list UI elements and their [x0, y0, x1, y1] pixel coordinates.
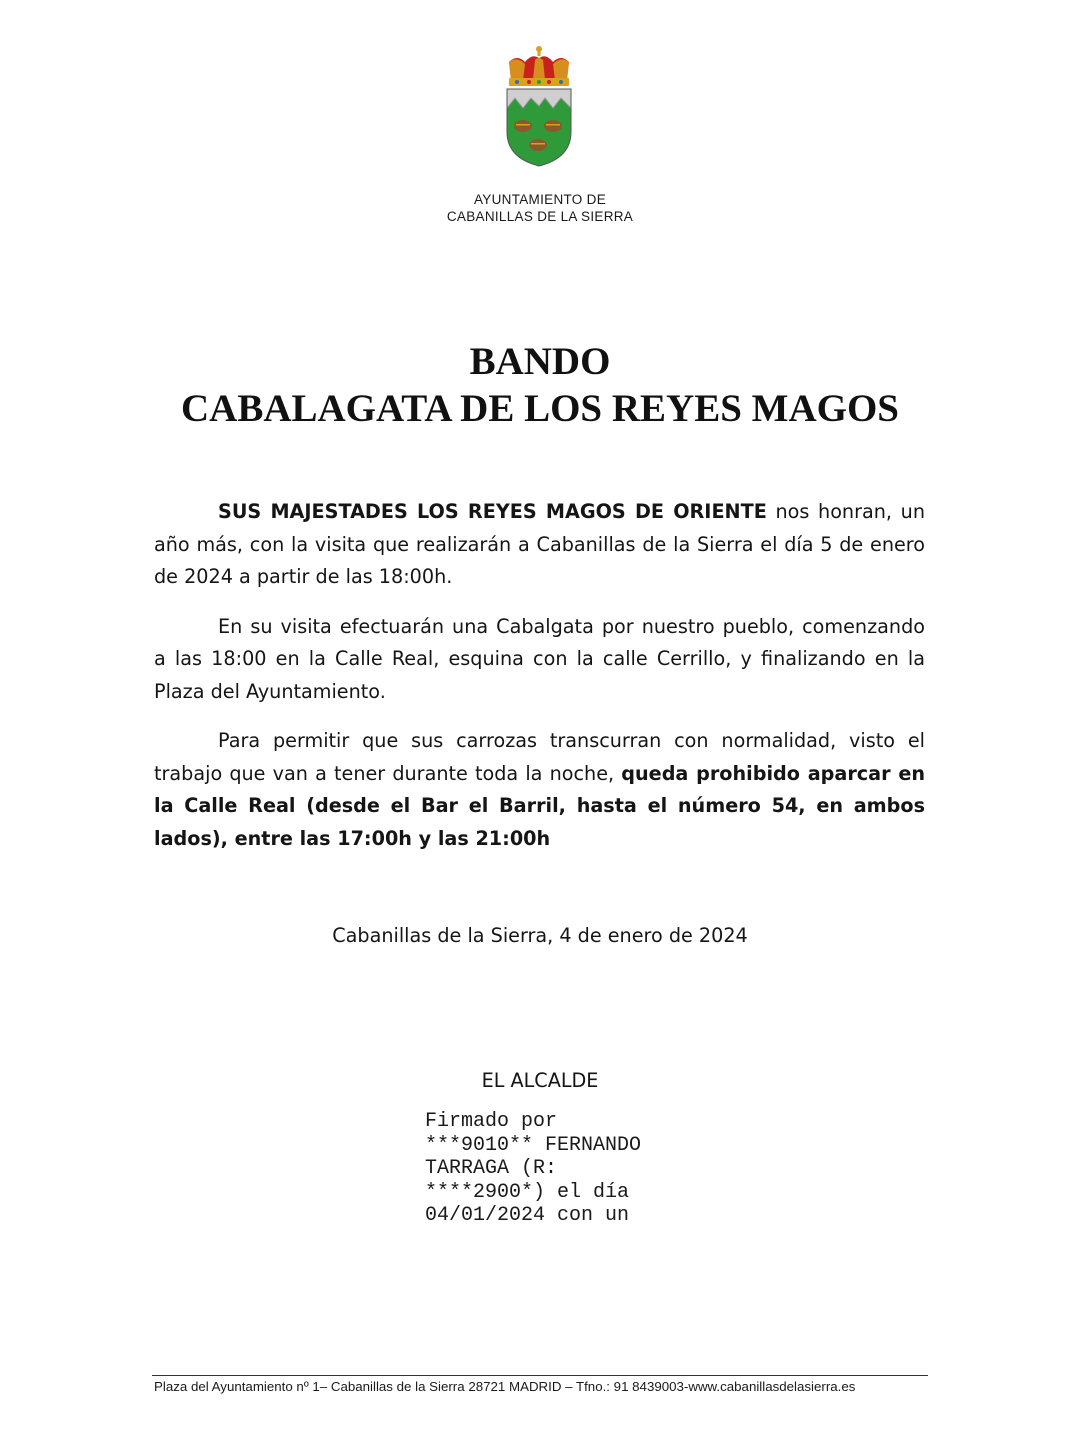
signature-line-2: ***9010** FERNANDO	[425, 1133, 642, 1157]
signature-line-5: 04/01/2024 con un	[425, 1204, 630, 1227]
document-body	[154, 496, 925, 872]
paragraph-3	[154, 725, 925, 855]
paragraph-3-text: Para permitir que sus carrozas transcurran con normalidad, visto el trabajo que van a tener durante toda la noche,	[154, 729, 925, 785]
title-line-1: BANDO	[469, 340, 611, 383]
signer-title: EL ALCALDE	[481, 1069, 599, 1092]
paragraph-1	[154, 496, 925, 594]
title-line-2: CABALAGATA DE LOS REYES MAGOS	[180, 387, 899, 430]
paragraph-2-text: En su visita efectuarán una Cabalgata por nuestro pueblo, comenzando a las 18:00 en la Calle Real, esquina con la calle Cerrillo, y finalizando en la Plaza del Ayuntamiento.	[154, 614, 925, 703]
paragraph-2	[154, 611, 925, 709]
paragraph-3-bold: queda prohibido aparcar en la Calle Real (desde el Bar el Barril, hasta el número 54, en ambos lados), entre las 17:00h y las 21:00h	[154, 761, 925, 850]
signature-line-1: Firmado por	[425, 1110, 558, 1133]
crown-icon	[509, 46, 569, 86]
document-title	[0, 338, 1080, 432]
footer-address: Plaza del Ayuntamiento nº 1– Cabanillas de la Sierra 28721 MADRID – Tfno.: 91 8439003-www.cabanillasdelasierra.es	[154, 1379, 856, 1394]
paragraph-1-text: nos honran, un año más, con la visita que realizarán a Cabanillas de la Sierra el día 5 de enero de 2024 a partir de las 18:00h.	[154, 500, 925, 588]
issuer-line-2: CABANILLAS DE LA SIERRA	[446, 209, 634, 224]
shield-icon	[507, 89, 571, 166]
footer-divider	[152, 1375, 928, 1376]
place-and-date: Cabanillas de la Sierra, 4 de enero de 2024	[332, 924, 748, 947]
issuer-block	[0, 191, 1080, 225]
signature-line-3: TARRAGA (R:	[425, 1157, 558, 1180]
paragraph-1-bold: SUS MAJESTADES LOS REYES MAGOS DE ORIENTE	[218, 500, 767, 523]
signature-line-4: ****2900*) el día	[425, 1180, 630, 1204]
issuer-line-1: AYUNTAMIENTO DE	[473, 192, 606, 207]
municipal-coat-of-arms-icon	[503, 44, 575, 168]
digital-signature-block	[425, 1110, 725, 1228]
